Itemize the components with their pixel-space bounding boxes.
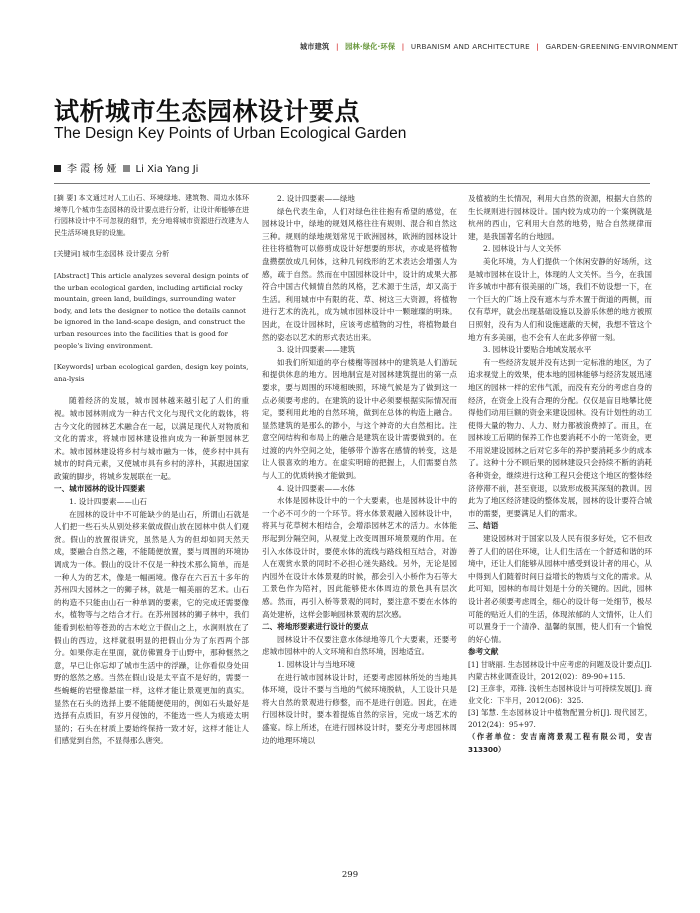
header-category-en: URBANISM AND ARCHITECTURE xyxy=(410,42,530,51)
column-2 xyxy=(262,193,457,747)
column-3 xyxy=(468,193,652,756)
subsection-heading: 2. 园林设计与人文关怀 xyxy=(483,244,562,254)
body-paragraph: 水体是园林设计中的一个大要素，也是园林设计中的一个必不可少的一个环节。将水体景观融入园林设计中，将其与花草树木相结合，会增添园林艺术的活力。水体能形起到分隔空间，从视觉上改变周围环境景观的作用。在引入水体设计时，要使水体的流线与路线相互结合，对游人在观赏水景的同时不必担心迷失路线。另外，无论是园内园外在设计水体景观的时候，都会引入小桥作为石等大工景色作为陪衬，因此能够使水体周边的景色具有层次感。然而，再引入桥等景观的同时，要注意不要在水体的高处建桥，这样会影响园林景观的层次感。 xyxy=(262,496,457,619)
section-heading: 二、将地形要素进行设计的要点 xyxy=(262,622,369,632)
square-bullet-icon xyxy=(54,165,61,172)
header-separator: | xyxy=(536,42,540,51)
subsection-heading: 1. 设计四要素——山石 xyxy=(69,497,148,507)
author-affiliation: （作者单位：安吉南湾景观工程有限公司，安吉 313300） xyxy=(468,731,652,754)
subsection-heading: 2. 设计四要素——绿地 xyxy=(277,194,356,203)
abstract-chinese: [摘 要] 本文通过对人工山石、环境绿地、建筑物、周边水体环境等几个城市生态园林的设计要点进行分析，让设计师能够在进行园林设计中不可忽视的细节，充分地将城市资源进行改建为人民生活环境良好的设施。 xyxy=(54,194,249,237)
column-1 xyxy=(54,193,249,748)
body-paragraph: 绿色代表生命，人们对绿色往往抱有希望的感觉，在园林设计中，绿地的规划风格往往有规则、混合和自然这三种。规则的绿地规划常见于欧洲园林，欧洲的园林设计往往将植物可以修剪成设计好想要的形状，亦或是将植物盘攒摆放成几何体，这种几何线形的艺术表达会增强人为感，疏于自然。然而在中国园林设计中，设计的成果大都符合中国古代倾情自然的风格，艺术源于生活，却又高于生活。利用城市中有限的花、草、树这三大资源，将植物进行艺术的洗礼，成为城市园林设计中一颗璀璨的明珠。因此，在设计园林时，应该考虑植物的习性，将植物最自然的姿态以艺术的形式表达出来。 xyxy=(262,206,457,342)
header-category-en-green: GARDEN·GREENING·ENVIRONMENT xyxy=(545,42,678,51)
authors-english: Li Xia Yang Ji xyxy=(135,164,199,175)
body-paragraph: 园林设计不仅要注意水体绿地等几个大要素，还要考虑城市园林中的人文环境和自然环境，因地适宜。 xyxy=(262,634,457,657)
body-paragraph: 在园林的设计中不可能缺少的是山石，所谓山石就是人们把一些石头从别处移来做成假山放在园林中供人们观赏。假山的放置很讲究，虽然是人为的但却如同天然天成，要融合自然之趣，不能随便放置，要与周围的环境协调成为一体。假山的设计不仅是一种技术那么简单，而是一种人为的艺术，像是一幅画境。像存在六百五十多年的苏州四大园林之一的狮子林，就是一幅美丽的艺术。山石的构造不只能由山石一种单调的要素，它的完成还需要像水，植物等与之结合才行。在苏州园林的狮子林中，我们能看到松柏等苍劲的古木屹立于假山之上，水涧则放在了假山的西边，这样就很明显的把假山分为了东西两个部分。如果你走在里面，就仿佛置身于山野中，那种惬然之意，早已让你忘却了城市生活中的浮躁，让你看似身处田野的悠然之感。当然在假山设是太平直不是好的，需要一些蜿蜒的岩壁像悬崖一样，这样才能让景观更加的真实。显然在石头的选择上要不能随便使用的，例如石头最好是选择有点质旧，有岁月侵蚀的，不能选一些人为痕迹太明显的；石头在材质上要始终保持一致才好，这样才能让人们感觉到自然，不显得那么唐突。 xyxy=(54,509,249,746)
subsection-heading: 4. 设计四要素——水体 xyxy=(277,483,356,493)
square-bullet-icon xyxy=(123,165,130,172)
body-paragraph: 美化环境，为人们提供一个休闲安静的好场所，这是城市园林在设计上，体现的人文关怀。当今，在我国许多城市中都有很美丽的广场，我们不妨设想一下，在一个巨大的广场上没有遮木与乔木置于街道的两侧，而仅有草坪，就会出现基础设施以及游乐休憩的地方被照日照射，没有为人们和设施遮蔽的天树，我想不管这个地方有多美丽，也不会有人在此多停留一刻。 xyxy=(468,256,652,342)
section-heading: 三、结语 xyxy=(468,521,499,531)
article-title-chinese: 试析城市生态园林设计要点 xyxy=(54,97,361,126)
subsection-heading: 1. 园林设计与当地环境 xyxy=(277,659,356,669)
body-paragraph: 及植被的生长情况，利用大自然的资源，根据大自然的生长规则进行园林设计。国内较为成功的一个案例就是杭州的西山，它利用大自然的地势，贴合自然规律而建，是我国著名的台地园。 xyxy=(468,194,652,241)
subsection-heading: 3. 园林设计要贴合地域发展水平 xyxy=(483,345,592,355)
keywords-english: [Keywords] urban ecological garden, design key points, ana-lysis xyxy=(54,363,249,383)
body-paragraph: 在进行城市园林设计时，还要考虑园林所处的当地具体环境，设计不要与当地的气候环境脱轨，人工设计只是将大自然的景观进行修整，而不是进行创造。因此，在进行园林设计时，要本着提炼自然的宗旨，完成一场艺术的盛宴。综上所述，在进行园林设计时，要充分考虑园林周边的地理环境以 xyxy=(262,672,457,745)
body-paragraph: 有一些经济发展并没有达到一定标准的地区，为了追求视觉上的效果，使本地的园林能够与经济发展迅速地区的园林一样的宏伟气派，而没有充分的考虑自身的经济，在资金上没有合理的分配。仅仅是盲目地攀比使得他们动用巨额的资金来建设园林。没有计划性的动工使得大量的物力、人力、财力都被浪费掉了。而且，在园林竣工后期的保养工作也要消耗不小的一笔资金，更不用说建设园林之后对它多年的养护要消耗多少的成本了。这种十分不顾后果的园林建设只会持续不断的消耗各种资金，继续进行这种工程只会使这个地区的整体经济停滞不前，甚至衰退，以致形成极其深刻的教训。因此为了地区经济建设的整体发展，园林的设计要符合城市的需要，更要满足人们的需求。 xyxy=(468,357,652,518)
title-divider xyxy=(54,183,650,184)
header-separator: | xyxy=(401,42,405,51)
header-category-cn: 城市建筑 xyxy=(299,42,330,51)
authors-chinese: 李 霞 杨 娅 xyxy=(67,164,117,175)
section-heading: 一、城市园林的设计四要素 xyxy=(54,484,146,494)
body-paragraph: 建设园林对于国家以及人民有很多好处，它不但改善了人们的居住环境，让人们生活在一个舒适和谐的环境中，还让人们能够从园林中感受到设计者的用心，从中得到人们随着时间日益增长的物质与文化的需求。从此可知，园林的布局计划是十分的关键的。因此，园林设计者必须要考虑周全，细心的设计每一处细节，极尽可能的贴近人们的生活，体现浓郁的人文情怀，让人们可以置身于一个清净、温馨的氛围，使人们有一个愉悦的好心情。 xyxy=(468,534,652,644)
header-separator: | xyxy=(335,42,339,51)
author-line xyxy=(54,160,198,175)
reference-item: [1] 甘晓丽. 生态园林设计中应考虑的问题及设计要点[J]. 内蒙古林业调查设计，2012(02)：89-90+115. xyxy=(468,659,652,681)
keywords-chinese: [关键词] 城市生态园林 设计要点 分析 xyxy=(54,250,170,259)
article-title-english: The Design Key Points of Urban Ecological Garden xyxy=(54,125,407,142)
running-header xyxy=(300,42,678,52)
page-number: 299 xyxy=(341,870,359,880)
intro-paragraph: 随着经济的发展，城市园林越来越引起了人们的重视。城市园林则成为一种古代文化与现代文化的载体，将古今文化的园林艺术融合在一起，以满足现代人对物质和文化的需求，将城市园林建设推向成为一种新型园林艺术。城市园林建设将乡村与城市融为一体，使乡村中具有城市的时尚元素，又使城市具有乡村的淳朴，其跟进国家政策的脚步，将城乡发展联在一起。 xyxy=(54,396,249,481)
body-paragraph: 如我们所知道的亭台楼榭等园林中的建筑是人们游玩和提供休息的地方。因地制宜是对园林建筑提出的第一点要求，要与周围的环境相映照，环境气候是为了做到这一点必须要考虑的。在建筑的设计中必须要根据实际情况而定，要利用此地的自然环境，做到在总体的构造上融合。显然建筑的是那么的渺小，与这个神奇的大自然相比。注意空间结构和布局上的融合是建筑在设计需要做到的。在过渡的内外空间之处，能够带个游客在感情的转变，这是让人很喜欢的地方。在虚实明暗的把握上，人们需要自然与人工的优质转换才能做到。 xyxy=(262,357,457,481)
reference-item: [3] 邹慧. 生态园林设计中植物配置分析[J]. 现代园艺，2012(24)：95+97. xyxy=(468,707,652,729)
references-heading: 参考文献 xyxy=(468,647,499,657)
subsection-heading: 3. 设计四要素——建筑 xyxy=(277,345,356,355)
reference-item: [2] 王彦非，邓锋. 浅析生态园林设计与可持续发展[J]. 商业文化：下半月，2012(06)：325. xyxy=(468,683,652,705)
header-category-cn-green: 园林·绿化·环保 xyxy=(345,42,396,51)
abstract-english: [Abstract] This article analyzes several design points of the urban ecological garden, including artificial rocky mountain, green land, buildings, surrounding water body, and lets the designer to notice the details cannot be ignored in the land-scape design, and construct the urban resources into the facilities that is good for people's living environment. xyxy=(54,271,249,350)
